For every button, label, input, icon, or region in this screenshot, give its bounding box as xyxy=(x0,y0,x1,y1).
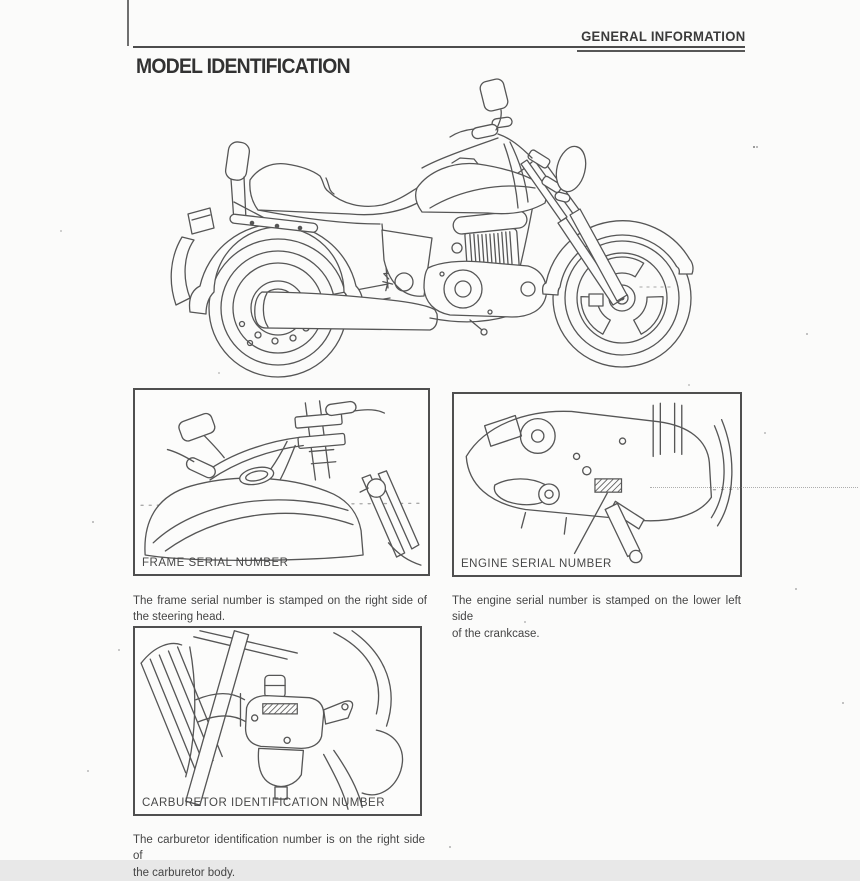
id-number-pad xyxy=(263,704,297,714)
page-title: MODEL IDENTIFICATION xyxy=(136,54,350,79)
figure-engine-serial xyxy=(452,392,742,577)
tail-light xyxy=(188,208,214,234)
fuel-tank xyxy=(145,464,363,560)
mirror-stalk xyxy=(202,433,224,457)
caption-carburetor-id xyxy=(133,832,425,881)
figure-carburetor-id xyxy=(133,626,422,816)
figure-label: CARBURETOR IDENTIFICATION NUMBER xyxy=(142,797,385,809)
header-rule xyxy=(133,46,745,48)
clutch-lever xyxy=(450,129,474,137)
scan-dotted-artifact xyxy=(650,487,858,488)
figure-label: ENGINE SERIAL NUMBER xyxy=(461,558,612,570)
caption-line: the carburetor body. xyxy=(133,865,425,881)
caption-frame-serial xyxy=(133,593,427,626)
scan-noise-specks xyxy=(0,0,2,2)
header-underline xyxy=(577,50,745,52)
section-header: GENERAL INFORMATION xyxy=(581,29,745,44)
engine xyxy=(424,218,546,335)
handlebar xyxy=(167,401,384,492)
right-grip xyxy=(325,401,357,416)
caption-line: The frame serial number is stamped on the right side of xyxy=(133,593,427,610)
engine-serial-illustration xyxy=(454,394,740,575)
crankcase xyxy=(466,403,711,534)
caption-line: of the crankcase. xyxy=(452,626,741,643)
serial-number-pad xyxy=(595,479,622,492)
rear-mudflap xyxy=(171,237,194,305)
mirror xyxy=(479,78,510,113)
seat xyxy=(250,164,419,215)
carburetor-hint xyxy=(452,243,462,253)
float-bowl xyxy=(258,748,303,786)
caption-line: The engine serial number is stamped on the lower left side xyxy=(452,593,741,626)
brake-lever xyxy=(354,410,384,413)
fork-tubes xyxy=(360,471,421,565)
caption-line: The carburetor identification number is on the right side of xyxy=(133,832,425,865)
turn-signal xyxy=(367,479,385,497)
caption-line: the steering head. xyxy=(133,609,427,626)
scan-edge-artifact xyxy=(127,0,129,46)
luggage-rack xyxy=(230,214,318,233)
frame-serial-illustration xyxy=(135,390,428,574)
rear-bodywork-curves xyxy=(711,420,731,526)
figure-label: FRAME SERIAL NUMBER xyxy=(142,557,288,569)
mirror xyxy=(177,412,216,443)
carburetor-illustration xyxy=(135,628,420,814)
inlet-stub xyxy=(324,701,353,724)
motorcycle-illustration xyxy=(130,62,715,384)
left-grip xyxy=(471,123,499,139)
clutch-lever xyxy=(167,450,193,462)
brake-caliper xyxy=(589,294,603,306)
figure-frame-serial xyxy=(133,388,430,576)
caption-engine-serial xyxy=(452,593,741,643)
